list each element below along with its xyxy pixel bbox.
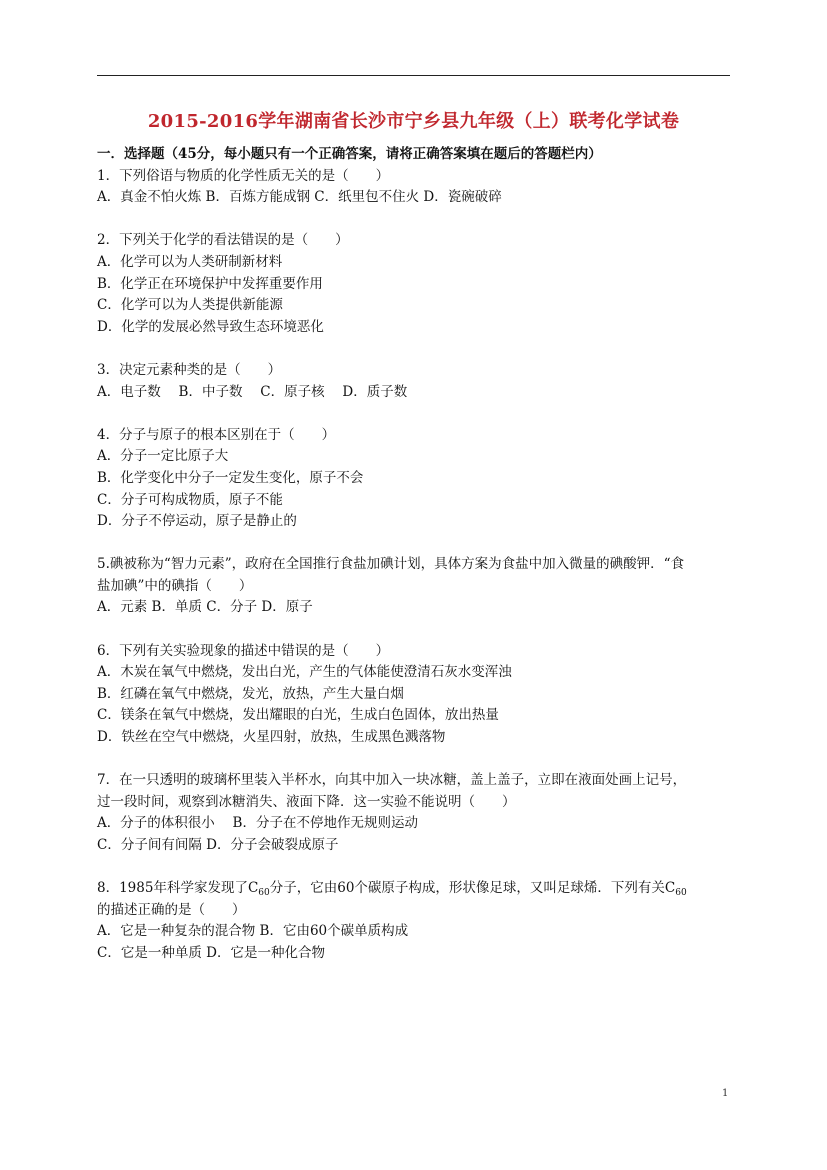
question-7 bbox=[97, 770, 737, 856]
option-b: B．红磷在氧气中燃烧，发光，放热，产生大量白烟 bbox=[97, 685, 404, 702]
option-a: A．分子一定比原子大 bbox=[97, 448, 229, 465]
exam-content bbox=[97, 144, 737, 986]
options-line-2: C．它是一种单质 D．它是一种化合物 bbox=[97, 944, 325, 961]
option-d: D．化学的发展必然导致生态环境恶化 bbox=[97, 318, 324, 335]
question-8 bbox=[97, 878, 737, 964]
question-stem: 1．下列俗语与物质的化学性质无关的是（ ） bbox=[97, 167, 390, 184]
options-line-1: A．分子的体积很小 B．分子在不停地作无规则运动 bbox=[97, 815, 418, 832]
question-2 bbox=[97, 230, 737, 338]
question-stem-line-1: 7．在一只透明的玻璃杯里装入半杯水，向其中加入一块冰糖，盖上盖子，立即在液面处画上记号， bbox=[97, 772, 687, 789]
question-5 bbox=[97, 554, 737, 619]
option-d: D．铁丝在空气中燃烧，火星四射，放热，生成黑色溅落物 bbox=[97, 729, 446, 746]
page-number: 1 bbox=[722, 1088, 729, 1099]
subscript-60: 60 bbox=[675, 888, 687, 899]
option-a: A．木炭在氧气中燃烧，发出白光，产生的气体能使澄清石灰水变浑浊 bbox=[97, 664, 512, 681]
question-1 bbox=[97, 166, 737, 209]
question-options: A．元素 B．单质 C．分子 D．原子 bbox=[97, 599, 313, 616]
option-a: A．化学可以为人类研制新材料 bbox=[97, 253, 283, 270]
page-title: 2015-2016学年湖南省长沙市宁乡县九年级（上）联考化学试卷 bbox=[147, 111, 680, 132]
header-rule bbox=[97, 75, 730, 76]
question-stem: 2．下列关于化学的看法错误的是（ ） bbox=[97, 232, 349, 249]
question-stem-line-1 bbox=[97, 878, 737, 900]
question-stem-line-2: 的描述正确的是（ ） bbox=[97, 901, 246, 918]
subscript-60: 60 bbox=[258, 888, 270, 899]
section-heading: 一．选择题（45分，每小题只有一个正确答案，请将正确答案填在题后的答题栏内） bbox=[97, 146, 602, 162]
question-options: A．真金不怕火炼 B．百炼方能成钢 C．纸里包不住火 D．瓷碗破碎 bbox=[97, 189, 502, 206]
question-6 bbox=[97, 641, 737, 749]
stem-text-b: 分子，它由60个碳原子构成，形状像足球，又叫足球烯．下列有关C bbox=[269, 880, 676, 897]
option-b: B．化学正在环境保护中发挥重要作用 bbox=[97, 275, 323, 292]
question-stem: 4．分子与原子的根本区别在于（ ） bbox=[97, 426, 336, 443]
question-stem-line-1: 5.碘被称为“智力元素”，政府在全国推行食盐加碘计划，具体方案为食盐中加入微量的碘酸钾．“食 bbox=[97, 556, 685, 573]
option-c: C．化学可以为人类提供新能源 bbox=[97, 297, 283, 314]
option-c: C．镁条在氧气中燃烧，发出耀眼的白光，生成白色固体，放出热量 bbox=[97, 707, 499, 724]
question-3 bbox=[97, 360, 737, 403]
question-stem: 3．决定元素种类的是（ ） bbox=[97, 361, 282, 378]
stem-text-a: 8．1985年科学家发现了C bbox=[97, 880, 259, 897]
option-d: D．分子不停运动，原子是静止的 bbox=[97, 513, 297, 530]
question-stem-line-2: 盐加碘”中的碘指（ ） bbox=[97, 577, 253, 594]
options-line-2: C．分子间有间隔 D．分子会破裂成原子 bbox=[97, 837, 339, 853]
option-c: C．分子可构成物质，原子不能 bbox=[97, 491, 283, 508]
question-options: A．电子数 B．中子数 C．原子核 D．质子数 bbox=[97, 383, 408, 400]
option-b: B．化学变化中分子一定发生变化，原子不会 bbox=[97, 469, 364, 486]
options-line-1: A．它是一种复杂的混合物 B．它由60个碳单质构成 bbox=[97, 923, 409, 940]
question-stem-line-2: 过一段时间，观察到冰糖消失、液面下降．这一实验不能说明（ ） bbox=[97, 793, 516, 810]
question-stem: 6．下列有关实验现象的描述中错误的是（ ） bbox=[97, 642, 390, 659]
question-4 bbox=[97, 425, 737, 533]
